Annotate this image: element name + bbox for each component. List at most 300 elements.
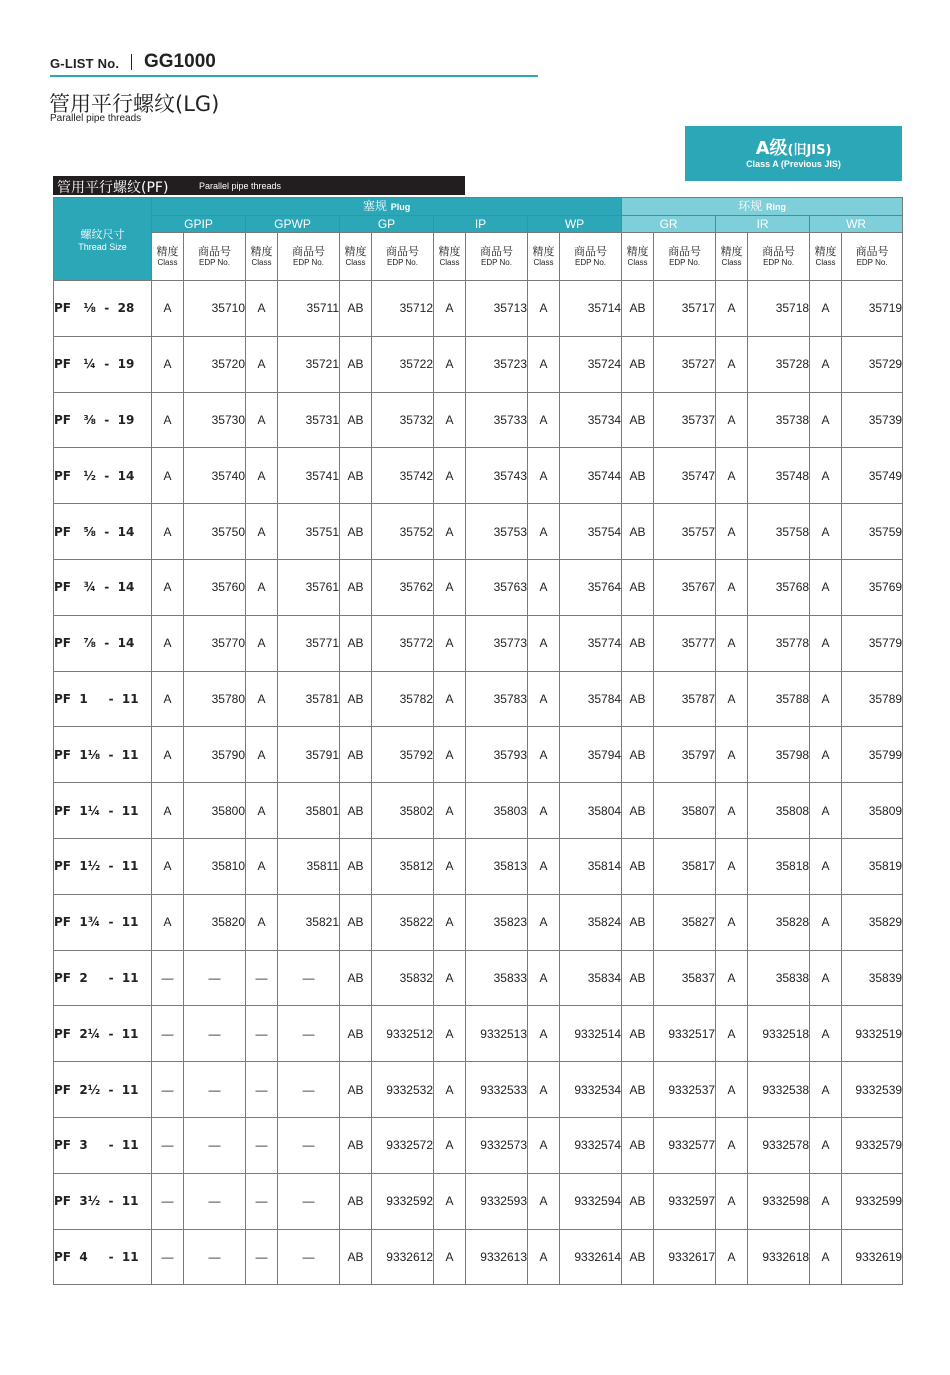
class-cell: A <box>528 783 560 839</box>
edp-cell: 9332534 <box>560 1062 622 1118</box>
class-cell: A <box>434 727 466 783</box>
class-cell: A <box>246 671 278 727</box>
class-cell: A <box>152 448 184 504</box>
class-cell: A <box>528 894 560 950</box>
edp-cell: — <box>278 1117 340 1173</box>
thread-size-cell: PF ⅞ - 14 <box>54 615 152 671</box>
class-cell: A <box>152 783 184 839</box>
class-cell: A <box>528 281 560 337</box>
edp-cell: 9332518 <box>748 1006 810 1062</box>
class-header-cn: 精度 <box>720 244 743 258</box>
edp-cell: 35720 <box>184 336 246 392</box>
class-cell: — <box>246 1006 278 1062</box>
class-cell: AB <box>340 1117 372 1173</box>
class-cell: A <box>528 448 560 504</box>
edp-cell: 35713 <box>466 281 528 337</box>
edp-cell: 9332513 <box>466 1006 528 1062</box>
class-header-cn: 精度 <box>532 244 555 258</box>
class-cell: A <box>716 559 748 615</box>
class-header <box>434 233 466 281</box>
class-cell: A <box>716 1006 748 1062</box>
section-bar <box>53 176 465 195</box>
table-row <box>54 1173 903 1229</box>
edp-cell: 35729 <box>842 336 903 392</box>
edp-cell: 9332593 <box>466 1173 528 1229</box>
class-cell: — <box>246 1117 278 1173</box>
edp-header <box>372 233 434 281</box>
edp-cell: — <box>278 1062 340 1118</box>
thread-size-cell: PF 1⅛ - 11 <box>54 727 152 783</box>
class-cell: A <box>528 615 560 671</box>
table-row <box>54 281 903 337</box>
edp-cell: 35813 <box>466 838 528 894</box>
edp-cell: 35827 <box>654 894 716 950</box>
edp-header-en: EDP No. <box>387 257 418 267</box>
edp-header-en: EDP No. <box>856 257 888 267</box>
class-cell: A <box>810 1062 842 1118</box>
class-cell: A <box>810 281 842 337</box>
edp-cell: 35769 <box>842 559 903 615</box>
section-title: 管用平行螺纹(PF) <box>57 180 169 196</box>
edp-cell: 35753 <box>466 504 528 560</box>
thread-size-header-en: Thread Size <box>78 242 127 252</box>
edp-cell: 35714 <box>560 281 622 337</box>
thread-size-header-cn: 螺纹尺寸 <box>80 228 125 241</box>
glist-label: G-LIST No. <box>50 56 120 71</box>
edp-cell: 9332579 <box>842 1117 903 1173</box>
edp-cell: 35808 <box>748 783 810 839</box>
edp-cell: 9332512 <box>372 1006 434 1062</box>
class-cell: AB <box>340 950 372 1006</box>
class-cell: AB <box>622 1006 654 1062</box>
class-cell: A <box>152 671 184 727</box>
class-cell: A <box>528 1117 560 1173</box>
thread-size-cell: PF 1¾ - 11 <box>54 894 152 950</box>
class-cell: A <box>716 783 748 839</box>
edp-cell: 9332532 <box>372 1062 434 1118</box>
class-header-cn: 精度 <box>156 244 179 258</box>
edp-cell: 35788 <box>748 671 810 727</box>
edp-header <box>842 233 903 281</box>
class-cell: A <box>528 504 560 560</box>
class-cell: AB <box>622 1062 654 1118</box>
edp-cell: 35722 <box>372 336 434 392</box>
class-cell: AB <box>340 894 372 950</box>
edp-cell: 9332578 <box>748 1117 810 1173</box>
class-cell: A <box>810 448 842 504</box>
class-cell: A <box>434 838 466 894</box>
edp-cell: 9332592 <box>372 1173 434 1229</box>
class-cell: AB <box>622 281 654 337</box>
class-cell: AB <box>340 1173 372 1229</box>
class-cell: A <box>528 671 560 727</box>
edp-cell: 35757 <box>654 504 716 560</box>
class-cell: — <box>246 1173 278 1229</box>
gauge-header-gpwp: GPWP <box>246 216 340 233</box>
class-cell: — <box>152 950 184 1006</box>
class-cell: AB <box>622 504 654 560</box>
edp-cell: 9332594 <box>560 1173 622 1229</box>
class-cell: AB <box>340 783 372 839</box>
table-row <box>54 783 903 839</box>
edp-cell: 9332612 <box>372 1229 434 1285</box>
edp-cell: 35762 <box>372 559 434 615</box>
gauge-header-ir: IR <box>716 216 810 233</box>
edp-cell: 35822 <box>372 894 434 950</box>
class-header <box>152 233 184 281</box>
class-cell: A <box>434 448 466 504</box>
class-header <box>622 233 654 281</box>
class-cell: A <box>528 559 560 615</box>
table-row <box>54 392 903 448</box>
edp-cell: 9332538 <box>748 1062 810 1118</box>
sub-header-row <box>54 233 903 281</box>
edp-cell: 35772 <box>372 615 434 671</box>
class-cell: A <box>434 1173 466 1229</box>
plug-group-cn: 塞规 <box>362 199 387 213</box>
class-header-en: Class <box>721 257 742 267</box>
edp-cell: 35819 <box>842 838 903 894</box>
class-cell: — <box>246 1062 278 1118</box>
class-cell: A <box>528 838 560 894</box>
class-cell: A <box>152 838 184 894</box>
edp-cell: 35803 <box>466 783 528 839</box>
edp-cell: 9332597 <box>654 1173 716 1229</box>
edp-cell: 35710 <box>184 281 246 337</box>
edp-header-en: EDP No. <box>763 257 795 267</box>
edp-cell: 35764 <box>560 559 622 615</box>
edp-cell: 35791 <box>278 727 340 783</box>
class-cell: A <box>716 448 748 504</box>
edp-cell: 35760 <box>184 559 246 615</box>
edp-cell: 35802 <box>372 783 434 839</box>
edp-cell: 35780 <box>184 671 246 727</box>
class-cell: A <box>810 1229 842 1285</box>
class-badge <box>685 126 902 181</box>
table-row <box>54 1006 903 1062</box>
class-cell: A <box>716 894 748 950</box>
class-cell: A <box>716 671 748 727</box>
edp-header-en: EDP No. <box>293 257 324 267</box>
edp-cell: 35712 <box>372 281 434 337</box>
class-cell: A <box>528 1173 560 1229</box>
class-cell: — <box>152 1229 184 1285</box>
table-header <box>54 198 903 281</box>
class-header-en: Class <box>533 257 554 267</box>
edp-cell: 35761 <box>278 559 340 615</box>
edp-cell: 35721 <box>278 336 340 392</box>
edp-cell: 35742 <box>372 448 434 504</box>
class-cell: A <box>434 1006 466 1062</box>
class-cell: A <box>434 559 466 615</box>
table-row <box>54 950 903 1006</box>
table-row <box>54 615 903 671</box>
class-cell: A <box>434 392 466 448</box>
edp-cell: 35839 <box>842 950 903 1006</box>
edp-cell: — <box>184 950 246 1006</box>
class-cell: A <box>246 559 278 615</box>
class-cell: A <box>434 615 466 671</box>
table-row <box>54 1229 903 1285</box>
class-cell: A <box>716 1229 748 1285</box>
edp-cell: 35793 <box>466 727 528 783</box>
edp-cell: 35820 <box>184 894 246 950</box>
class-cell: A <box>152 336 184 392</box>
class-cell: AB <box>340 615 372 671</box>
class-cell: A <box>810 950 842 1006</box>
class-cell: — <box>246 950 278 1006</box>
class-cell: A <box>246 894 278 950</box>
class-cell: AB <box>622 671 654 727</box>
class-cell: A <box>152 281 184 337</box>
class-header-en: Class <box>157 257 178 267</box>
table-row <box>54 559 903 615</box>
class-header <box>246 233 278 281</box>
edp-cell: 35774 <box>560 615 622 671</box>
spec-table <box>53 197 903 1285</box>
class-cell: A <box>528 727 560 783</box>
class-cell: A <box>434 783 466 839</box>
thread-size-cell: PF 3½ - 11 <box>54 1173 152 1229</box>
edp-header-cn: 商品号 <box>386 244 419 258</box>
class-header <box>716 233 748 281</box>
class-cell: A <box>810 392 842 448</box>
edp-cell: — <box>184 1117 246 1173</box>
thread-size-cell: PF 1¼ - 11 <box>54 783 152 839</box>
class-cell: A <box>716 504 748 560</box>
edp-cell: 35751 <box>278 504 340 560</box>
edp-cell: 35732 <box>372 392 434 448</box>
class-cell: A <box>434 1229 466 1285</box>
edp-cell: 9332614 <box>560 1229 622 1285</box>
edp-cell: 35728 <box>748 336 810 392</box>
class-cell: A <box>434 950 466 1006</box>
class-cell: A <box>152 894 184 950</box>
edp-cell: — <box>278 1006 340 1062</box>
edp-cell: 35787 <box>654 671 716 727</box>
table-row <box>54 671 903 727</box>
glist-code: GG1000 <box>144 51 216 72</box>
edp-header <box>278 233 340 281</box>
class-cell: — <box>246 1229 278 1285</box>
table-row <box>54 504 903 560</box>
edp-cell: 35750 <box>184 504 246 560</box>
edp-cell: 35823 <box>466 894 528 950</box>
class-badge-title <box>685 134 902 160</box>
edp-header <box>748 233 810 281</box>
edp-cell: 9332577 <box>654 1117 716 1173</box>
class-header <box>528 233 560 281</box>
section-subtitle: Parallel pipe threads <box>199 181 282 191</box>
edp-header <box>654 233 716 281</box>
class-cell: A <box>434 504 466 560</box>
edp-cell: — <box>184 1062 246 1118</box>
class-cell: — <box>152 1006 184 1062</box>
edp-cell: 35734 <box>560 392 622 448</box>
class-cell: A <box>716 727 748 783</box>
class-cell: A <box>810 504 842 560</box>
ring-group-en: Ring <box>765 202 786 212</box>
class-badge-main: A级 <box>755 138 788 159</box>
class-cell: A <box>528 950 560 1006</box>
edp-header-cn: 商品号 <box>198 244 231 258</box>
class-cell: A <box>810 1117 842 1173</box>
plug-group-en: Plug <box>390 202 411 212</box>
table-row <box>54 1117 903 1173</box>
edp-cell: 35798 <box>748 727 810 783</box>
class-cell: A <box>716 281 748 337</box>
edp-cell: 9332539 <box>842 1062 903 1118</box>
gauge-header-gpip: GPIP <box>152 216 246 233</box>
class-cell: AB <box>340 1062 372 1118</box>
thread-size-cell: PF 3 - 11 <box>54 1117 152 1173</box>
class-header <box>810 233 842 281</box>
edp-cell: 35763 <box>466 559 528 615</box>
class-cell: A <box>716 950 748 1006</box>
class-cell: A <box>246 392 278 448</box>
class-cell: AB <box>340 1006 372 1062</box>
edp-header-en: EDP No. <box>199 257 230 267</box>
edp-header-cn: 商品号 <box>855 244 889 258</box>
class-cell: A <box>528 1006 560 1062</box>
class-cell: A <box>716 615 748 671</box>
edp-cell: 35724 <box>560 336 622 392</box>
class-cell: A <box>810 838 842 894</box>
class-cell: AB <box>340 392 372 448</box>
edp-cell: 35719 <box>842 281 903 337</box>
edp-cell: 9332572 <box>372 1117 434 1173</box>
thread-size-cell: PF 1½ - 11 <box>54 838 152 894</box>
edp-cell: 9332517 <box>654 1006 716 1062</box>
edp-cell: 35821 <box>278 894 340 950</box>
edp-cell: 9332573 <box>466 1117 528 1173</box>
edp-cell: 35790 <box>184 727 246 783</box>
edp-cell: 35731 <box>278 392 340 448</box>
class-header-cn: 精度 <box>344 244 367 258</box>
class-cell: AB <box>340 727 372 783</box>
class-cell: AB <box>622 1173 654 1229</box>
edp-cell: 35782 <box>372 671 434 727</box>
class-cell: A <box>810 615 842 671</box>
class-cell: A <box>716 1117 748 1173</box>
class-cell: AB <box>622 727 654 783</box>
edp-cell: 35783 <box>466 671 528 727</box>
gauge-header-wr: WR <box>810 216 903 233</box>
edp-cell: — <box>278 1229 340 1285</box>
edp-cell: 35767 <box>654 559 716 615</box>
thread-size-cell: PF 2¼ - 11 <box>54 1006 152 1062</box>
edp-header-cn: 商品号 <box>292 244 325 258</box>
edp-cell: 9332599 <box>842 1173 903 1229</box>
table-row <box>54 838 903 894</box>
gauge-header-row <box>54 216 903 233</box>
class-cell: A <box>246 727 278 783</box>
class-cell: A <box>434 281 466 337</box>
class-header-cn: 精度 <box>250 244 273 258</box>
class-cell: A <box>716 838 748 894</box>
edp-cell: 35730 <box>184 392 246 448</box>
class-cell: A <box>246 838 278 894</box>
class-cell: — <box>152 1117 184 1173</box>
edp-cell: 35810 <box>184 838 246 894</box>
class-cell: A <box>716 336 748 392</box>
class-badge-subtitle: Class A (Previous JIS) <box>746 159 841 169</box>
edp-cell: 35737 <box>654 392 716 448</box>
edp-cell: 35818 <box>748 838 810 894</box>
edp-cell: 35741 <box>278 448 340 504</box>
class-cell: A <box>528 336 560 392</box>
gauge-header-gp: GP <box>340 216 434 233</box>
class-header <box>340 233 372 281</box>
class-header-en: Class <box>627 257 648 267</box>
table-row <box>54 894 903 950</box>
thread-size-cell: PF ⅜ - 19 <box>54 392 152 448</box>
edp-cell: 35834 <box>560 950 622 1006</box>
gauge-header-gr: GR <box>622 216 716 233</box>
thread-size-cell: PF ⅛ - 28 <box>54 281 152 337</box>
edp-header-cn: 商品号 <box>668 244 702 258</box>
edp-cell: 35744 <box>560 448 622 504</box>
table-row <box>54 1062 903 1118</box>
edp-cell: 35799 <box>842 727 903 783</box>
class-cell: A <box>810 671 842 727</box>
edp-cell: 35792 <box>372 727 434 783</box>
class-header-cn: 精度 <box>814 244 837 258</box>
edp-header <box>466 233 528 281</box>
page-title: 管用平行螺纹(LG) <box>49 92 220 116</box>
class-cell: A <box>434 1117 466 1173</box>
edp-cell: — <box>184 1229 246 1285</box>
class-cell: A <box>528 392 560 448</box>
edp-cell: 35738 <box>748 392 810 448</box>
class-cell: A <box>716 1173 748 1229</box>
class-cell: A <box>810 727 842 783</box>
edp-cell: 35759 <box>842 504 903 560</box>
edp-cell: 35800 <box>184 783 246 839</box>
class-cell: A <box>246 448 278 504</box>
class-cell: AB <box>622 1117 654 1173</box>
edp-cell: 9332613 <box>466 1229 528 1285</box>
class-cell: A <box>246 504 278 560</box>
edp-cell: 35739 <box>842 392 903 448</box>
edp-cell: 35814 <box>560 838 622 894</box>
gauge-header-ip: IP <box>434 216 528 233</box>
class-cell: AB <box>340 559 372 615</box>
edp-cell: 35784 <box>560 671 622 727</box>
edp-cell: 35754 <box>560 504 622 560</box>
edp-cell: 35768 <box>748 559 810 615</box>
class-header-en: Class <box>815 257 836 267</box>
class-cell: A <box>246 336 278 392</box>
class-cell: — <box>152 1062 184 1118</box>
edp-header-en: EDP No. <box>575 257 607 267</box>
edp-cell: 9332574 <box>560 1117 622 1173</box>
edp-cell: 35752 <box>372 504 434 560</box>
class-cell: A <box>152 727 184 783</box>
edp-cell: 35797 <box>654 727 716 783</box>
thread-size-cell: PF ¼ - 19 <box>54 336 152 392</box>
ring-group-cn: 环规 <box>738 199 763 213</box>
thread-size-header <box>54 198 152 281</box>
class-cell: A <box>434 671 466 727</box>
class-cell: A <box>246 615 278 671</box>
edp-cell: 35801 <box>278 783 340 839</box>
thread-size-cell: PF ½ - 14 <box>54 448 152 504</box>
edp-cell: 9332617 <box>654 1229 716 1285</box>
edp-cell: 35824 <box>560 894 622 950</box>
class-cell: AB <box>340 838 372 894</box>
table-row <box>54 727 903 783</box>
